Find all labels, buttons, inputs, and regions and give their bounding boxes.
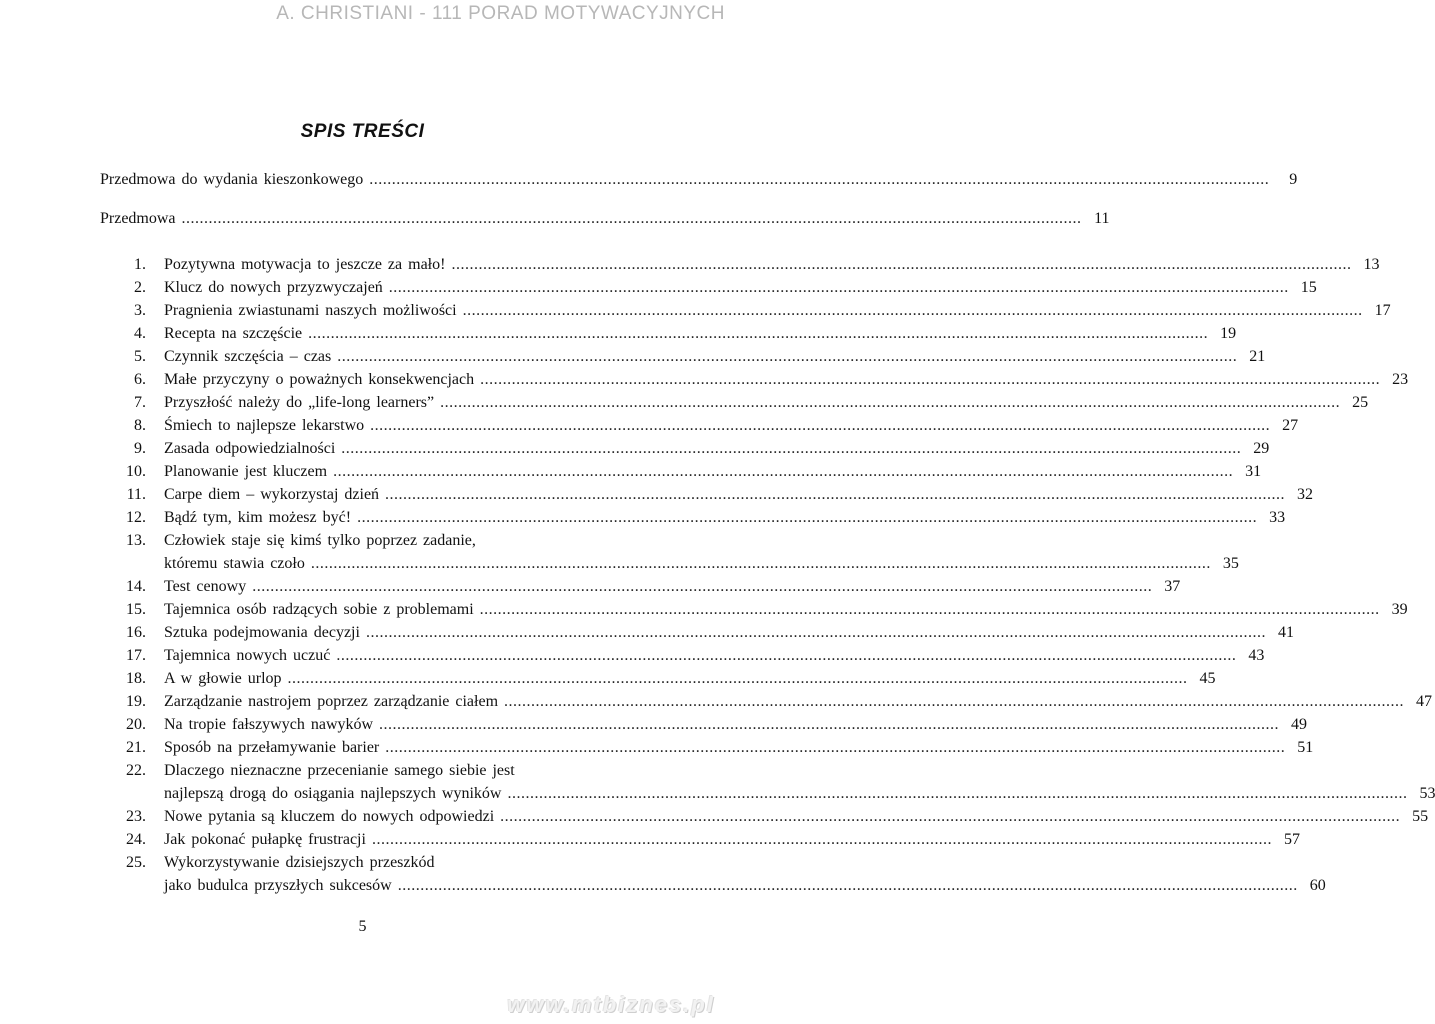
toc-entry-chapter[interactable] — [100, 414, 1299, 438]
toc-entry-page: 32 — [1297, 486, 1314, 503]
dot-leader: ........................................................................................................................................................................................................ — [333, 463, 1234, 480]
toc-entry-chapter[interactable] — [100, 299, 1391, 323]
dot-leader: ........................................................................................................................................................................................................ — [479, 601, 1380, 618]
toc-entry-title: A w głowie urlop — [164, 670, 282, 687]
toc-entry-number: 5. — [134, 348, 146, 365]
toc-entry-title: Przedmowa — [100, 210, 176, 227]
toc-entry-page: 23 — [1392, 371, 1409, 388]
dot-leader: ........................................................................................................................................................................................................ — [181, 210, 1082, 227]
dot-leader: ........................................................................................................................................................................................................ — [337, 348, 1238, 365]
toc-entry-title: Na tropie fałszywych nawyków — [164, 716, 374, 733]
toc-entry-number: 13. — [126, 532, 146, 549]
toc-entry-page: 43 — [1248, 647, 1265, 664]
toc-entry-title: jako budulca przyszłych sukcesów — [164, 877, 392, 894]
toc-entry-chapter[interactable] — [100, 690, 1433, 714]
toc-entry-number: 8. — [134, 417, 146, 434]
running-head: A. CHRISTIANI - 111 PORAD MOTYWACYJNYCH — [276, 3, 725, 24]
toc-entry-title: Przyszłość należy do „life-long learners” — [164, 394, 435, 411]
dot-leader: ........................................................................................................................................................................................................ — [365, 624, 1266, 641]
toc-entry-chapter[interactable] — [100, 644, 1265, 668]
page-number: 5 — [358, 918, 367, 935]
toc-entry-number: 24. — [126, 831, 146, 848]
toc-entry-title: Planowanie jest kluczem — [164, 463, 328, 480]
toc-entry-number: 25. — [126, 854, 146, 871]
toc-entry-chapter[interactable] — [100, 759, 625, 783]
toc-entry-number: 4. — [134, 325, 146, 342]
toc-entry-page: 17 — [1374, 302, 1391, 319]
page-title: SPIS TREŚCI — [300, 121, 425, 142]
toc-entry-number: 23. — [126, 808, 146, 825]
toc-entry-page: 60 — [1309, 877, 1326, 894]
toc-entry-title: najlepszą drogą do osiągania najlepszych wyników — [164, 785, 502, 802]
toc-entry-chapter-cont[interactable] — [100, 874, 1326, 898]
toc-entry-chapter[interactable] — [100, 529, 625, 553]
toc-entry-chapter[interactable] — [100, 368, 1409, 392]
dot-leader: ........................................................................................................................................................................................................ — [371, 831, 1272, 848]
dot-leader: ........................................................................................................................................................................................................ — [451, 256, 1352, 273]
toc-entry-page: 57 — [1283, 831, 1300, 848]
toc-entry-number: 17. — [126, 647, 146, 664]
toc-entry-chapter[interactable] — [100, 322, 1237, 346]
toc-entry-number: 12. — [126, 509, 146, 526]
toc-entry-number: 3. — [134, 302, 146, 319]
toc-entry-page: 35 — [1222, 555, 1239, 572]
dot-leader: ........................................................................................................................................................................................................ — [385, 739, 1286, 756]
toc-entry-page: 15 — [1300, 279, 1317, 296]
toc-entry-page: 47 — [1416, 693, 1433, 710]
toc-entry-title: Czynnik szczęścia – czas — [164, 348, 332, 365]
dot-leader: ........................................................................................................................................................................................................ — [385, 486, 1286, 503]
toc-entry-chapter[interactable] — [100, 506, 1286, 530]
toc-entry-title: Klucz do nowych przyzwyczajeń — [164, 279, 383, 296]
toc-entry-number: 2. — [134, 279, 146, 296]
toc-entry-chapter[interactable] — [100, 483, 1314, 507]
toc-entry-chapter-cont[interactable] — [100, 552, 1239, 576]
toc-entry-front[interactable] — [100, 168, 1298, 192]
toc-entry-page: 51 — [1297, 739, 1314, 756]
toc-entry-chapter[interactable] — [100, 460, 1262, 484]
toc-entry-title: Recepta na szczęście — [164, 325, 303, 342]
toc-entry-front[interactable] — [100, 207, 1110, 231]
toc-entry-title-line1: Dlaczego nieznaczne przecenianie samego siebie jest — [164, 762, 515, 779]
toc-entry-title-line1: Wykorzystywanie dzisiejszych przeszkód — [164, 854, 435, 871]
toc-entry-chapter[interactable] — [100, 713, 1308, 737]
toc-entry-page: 27 — [1282, 417, 1299, 434]
dot-leader: ........................................................................................................................................................................................................ — [287, 670, 1188, 687]
toc-entry-page: 9 — [1289, 171, 1298, 188]
toc-entry-number: 15. — [126, 601, 146, 618]
toc-entry-number: 19. — [126, 693, 146, 710]
toc-entry-chapter[interactable] — [100, 621, 1294, 645]
toc-entry-number: 10. — [126, 463, 146, 480]
toc-entry-title: Pozytywna motywacja to jeszcze za mało! — [164, 256, 446, 273]
watermark: www.mtbiznes.pl — [507, 992, 715, 1017]
toc-entry-chapter[interactable] — [100, 828, 1300, 852]
toc-entry-chapter[interactable] — [100, 851, 625, 875]
dot-leader: ........................................................................................................................................................................................................ — [397, 877, 1298, 894]
toc-entry-title: Sztuka podejmowania decyzji — [164, 624, 360, 641]
toc-entry-chapter[interactable] — [100, 391, 1369, 415]
toc-entry-chapter[interactable] — [100, 598, 1408, 622]
toc-entry-chapter[interactable] — [100, 736, 1314, 760]
toc-entry-page: 29 — [1253, 440, 1270, 457]
toc-entry-title: Przedmowa do wydania kieszonkowego — [100, 171, 364, 188]
toc-entry-page: 25 — [1352, 394, 1369, 411]
toc-entry-title: Zarządzanie nastrojem poprzez zarządzanie ciałem — [164, 693, 499, 710]
dot-leader: ........................................................................................................................................................................................................ — [357, 509, 1258, 526]
toc-entry-title: któremu stawia czoło — [164, 555, 305, 572]
toc-entry-number: 16. — [126, 624, 146, 641]
toc-entry-title-line1: Człowiek staje się kimś tylko poprzez zadanie, — [164, 532, 476, 549]
toc-entry-number: 18. — [126, 670, 146, 687]
toc-entry-number: 1. — [134, 256, 146, 273]
dot-leader: ........................................................................................................................................................................................................ — [341, 440, 1242, 457]
toc-entry-title: Nowe pytania są kluczem do nowych odpowiedzi — [164, 808, 495, 825]
toc-entry-title: Sposób na przełamywanie barier — [164, 739, 380, 756]
toc-entry-title: Małe przyczyny o poważnych konsekwencjach — [164, 371, 475, 388]
toc-entry-page: 49 — [1291, 716, 1308, 733]
toc-entry-number: 20. — [126, 716, 146, 733]
toc-entry-number: 14. — [126, 578, 146, 595]
toc-entry-page: 21 — [1249, 348, 1266, 365]
toc-entry-number: 9. — [134, 440, 146, 457]
dot-leader: ........................................................................................................................................................................................................ — [369, 171, 1270, 188]
toc-entry-page: 45 — [1199, 670, 1216, 687]
toc-entry-page: 13 — [1363, 256, 1380, 273]
toc-entry-number: 11. — [126, 486, 146, 503]
toc-entry-title: Zasada odpowiedzialności — [164, 440, 336, 457]
toc-entry-title: Bądź tym, kim możesz być! — [164, 509, 352, 526]
toc-entry-page: 19 — [1220, 325, 1237, 342]
toc-entry-chapter[interactable] — [100, 667, 1216, 691]
dot-leader: ........................................................................................................................................................................................................ — [370, 417, 1271, 434]
toc-entry-page: 53 — [1419, 785, 1435, 802]
toc-entry-page: 41 — [1277, 624, 1294, 641]
toc-entry-title: Tajemnica osób radzących sobie z problemami — [164, 601, 474, 618]
toc-entry-title: Pragnienia zwiastunami naszych możliwości — [164, 302, 457, 319]
toc-entry-page: 31 — [1245, 463, 1262, 480]
toc-entry-page: 37 — [1164, 578, 1181, 595]
dot-leader: ........................................................................................................................................................................................................ — [500, 808, 1401, 825]
toc-entry-chapter[interactable] — [100, 253, 1380, 277]
toc-entry-page: 39 — [1391, 601, 1408, 618]
toc-entry-title: Tajemnica nowych uczuć — [164, 647, 331, 664]
toc-entry-page: 55 — [1412, 808, 1429, 825]
toc-entry-chapter[interactable] — [100, 805, 1429, 829]
dot-leader: ........................................................................................................................................................................................................ — [462, 302, 1363, 319]
dot-leader: ........................................................................................................................................................................................................ — [252, 578, 1153, 595]
toc-entry-chapter[interactable] — [100, 345, 1266, 369]
toc-entry-chapter-cont[interactable] — [100, 782, 1435, 806]
dot-leader: ........................................................................................................................................................................................................ — [310, 555, 1211, 572]
dot-leader: ........................................................................................................................................................................................................ — [308, 325, 1209, 342]
toc-entry-title: Jak pokonać pułapkę frustracji — [164, 831, 366, 848]
dot-leader: ........................................................................................................................................................................................................ — [480, 371, 1381, 388]
dot-leader: ........................................................................................................................................................................................................ — [507, 785, 1408, 802]
toc-entry-number: 21. — [126, 739, 146, 756]
dot-leader: ........................................................................................................................................................................................................ — [336, 647, 1237, 664]
toc-entry-number: 22. — [126, 762, 146, 779]
toc-entry-chapter[interactable] — [100, 437, 1270, 461]
dot-leader: ........................................................................................................................................................................................................ — [379, 716, 1280, 733]
toc-entry-title: Śmiech to najlepsze lekarstwo — [164, 417, 365, 434]
toc-entry-title: Carpe diem – wykorzystaj dzień — [164, 486, 380, 503]
dot-leader: ........................................................................................................................................................................................................ — [388, 279, 1289, 296]
dot-leader: ........................................................................................................................................................................................................ — [504, 693, 1405, 710]
toc-entry-number: 7. — [134, 394, 146, 411]
toc-entry-page: 33 — [1269, 509, 1286, 526]
toc-entry-page: 11 — [1094, 210, 1110, 227]
toc-entry-title: Test cenowy — [164, 578, 247, 595]
toc-entry-chapter[interactable] — [100, 276, 1317, 300]
dot-leader: ........................................................................................................................................................................................................ — [440, 394, 1341, 411]
toc-entry-chapter[interactable] — [100, 575, 1181, 599]
toc-entry-number: 6. — [134, 371, 146, 388]
